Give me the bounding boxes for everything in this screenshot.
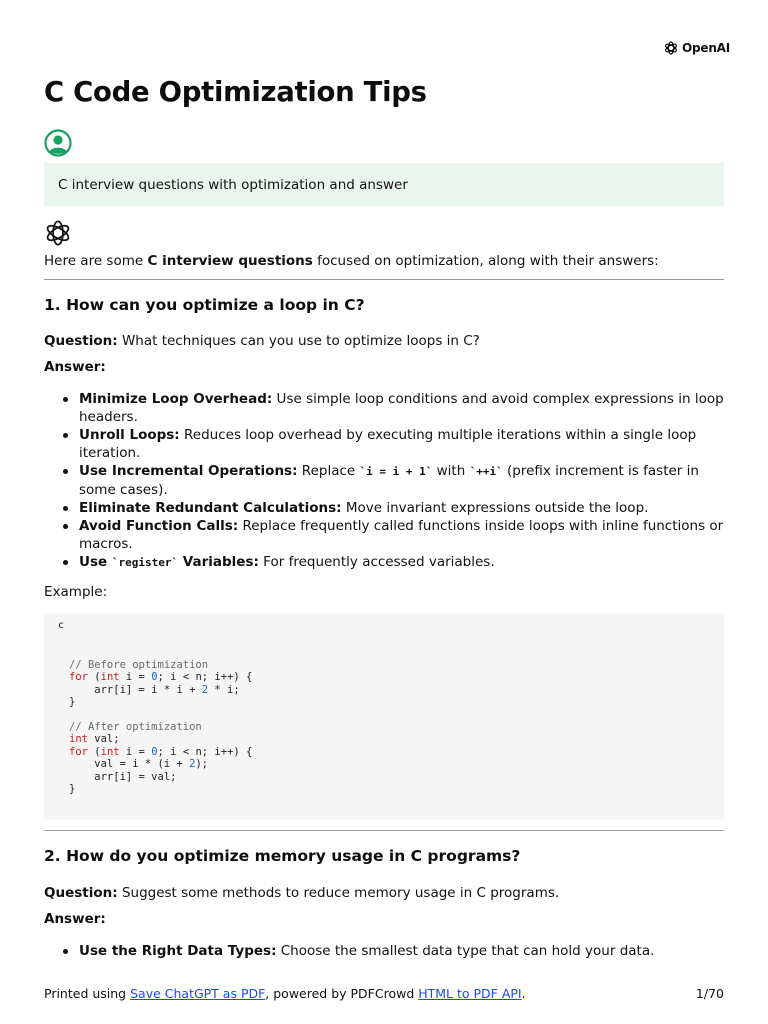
section-heading: 2. How do you optimize memory usage in C programs? [44,847,521,865]
question-text: What techniques can you use to optimize loops in C? [117,333,480,349]
page-title: C Code Optimization Tips [44,76,427,108]
intro-paragraph [44,252,724,270]
answer-list [44,390,724,572]
section-heading: 1. How can you optimize a loop in C? [44,296,365,314]
footer-text: Printed using [44,986,131,1001]
bullet-text: For frequently accessed variables. [258,554,495,570]
bullet-bold: Use Incremental Operations: [79,463,298,479]
bullet-bold: Minimize Loop Overhead: [79,391,273,407]
page-number: 1/70 [695,986,724,1001]
save-chatgpt-link[interactable]: Save ChatGPT as PDF [130,986,266,1001]
inline-code: `register` [111,556,179,569]
intro-text: Here are some [44,253,148,269]
bullet-bold: Eliminate Redundant Calculations: [79,500,342,516]
answer-list [44,942,724,960]
list-item [44,499,724,517]
bullet-bold: Variables: [178,554,259,570]
footer [44,986,724,1001]
question-label: Question: [44,885,118,901]
question-paragraph [44,332,724,350]
bullet-text: Replace [297,463,360,479]
list-item [44,390,724,426]
question-paragraph [44,884,724,902]
inline-code: `++i` [469,465,503,478]
list-item [44,942,724,960]
bullet-bold: Avoid Function Calls: [79,518,239,534]
question-text: Suggest some methods to reduce memory usage in C programs. [117,885,560,901]
code-block[interactable] [44,613,724,820]
list-item [44,462,724,499]
user-message: C interview questions with optimization and answer [44,163,724,206]
bullet-bold: Use [79,554,112,570]
inline-code: `i = i + 1` [359,465,433,478]
bullet-text: with [432,463,470,479]
intro-bold: C interview questions [147,253,313,269]
answer-label-text: Answer: [44,911,106,927]
intro-text-end: focused on optimization, along with their answers: [312,253,659,269]
html-to-pdf-link[interactable]: HTML to PDF API [418,986,522,1001]
answer-label [44,910,724,928]
brand-name: OpenAI [682,41,731,55]
code-language: c [58,620,65,631]
answer-label [44,358,724,376]
openai-logo-icon [663,40,679,56]
divider [44,279,724,280]
user-avatar [44,129,72,161]
bullet-text: (prefix increment is faster in some cases). [79,463,699,498]
openai-logo [663,40,730,56]
example-label: Example: [44,584,108,600]
bullet-text: Move invariant expressions outside the loop. [341,500,649,516]
bullet-text: Reduces loop overhead by executing multiple iterations within a single loop iteration. [79,427,697,461]
code-content: // Before optimization for (int i = 0; i < n; i++) { arr[i] = i * i + 2 * i; } // After optimization int val; for (int i = 0; i < n; i++) { val = i * (i + 2); arr[i] = val; } [69,659,253,796]
list-item [44,553,724,572]
answer-label-text: Answer: [44,359,106,375]
footer-text: , powered by PDFCrowd [265,986,419,1001]
question-label: Question: [44,333,118,349]
bullet-text: Replace frequently called functions inside loops with inline functions or macros. [79,518,724,552]
bullet-text: Choose the smallest data type that can hold your data. [276,943,655,959]
bullet-bold: Unroll Loops: [79,427,180,443]
openai-logo-icon [44,219,72,247]
assistant-avatar [44,219,72,251]
list-item [44,517,724,553]
user-avatar-icon [44,129,72,157]
bullet-text: Use simple loop conditions and avoid complex expressions in loop headers. [79,391,724,425]
bullet-bold: Use the Right Data Types: [79,943,277,959]
divider [44,830,724,831]
list-item [44,426,724,462]
footer-text: . [521,986,526,1001]
